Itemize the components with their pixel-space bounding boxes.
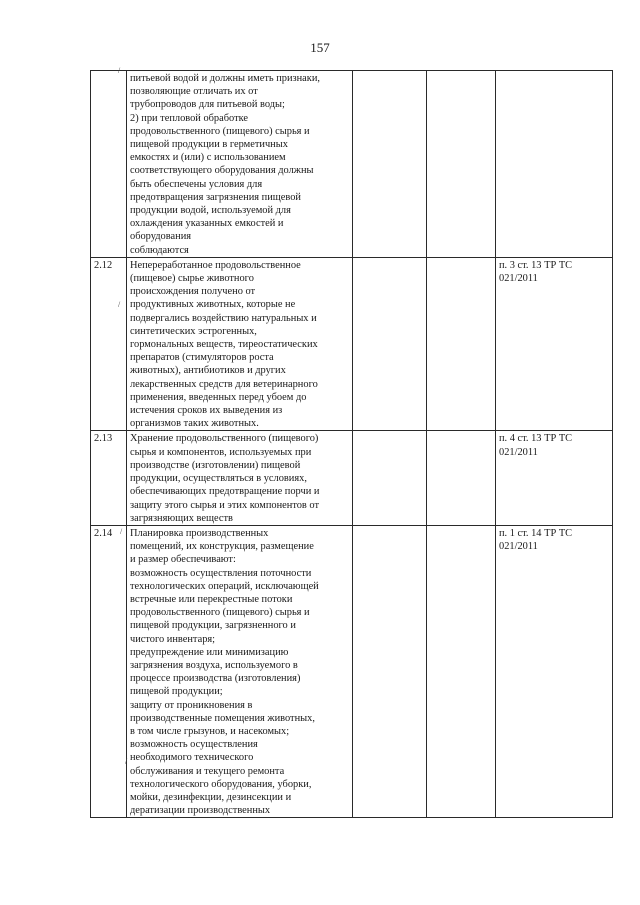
table-row xyxy=(91,431,613,525)
requirement-text-line: животных), антибиотиков и других xyxy=(130,365,286,377)
requirement-text-line: соответствующего оборудования должны xyxy=(130,165,314,177)
requirement-text-line: защиту этого сырья и этих компонентов от xyxy=(130,499,320,511)
regulation-reference-line: 021/2011 xyxy=(499,273,538,285)
requirement-text-line: продовольственного (пищевого) сырья и xyxy=(130,125,310,137)
requirement-text-cell xyxy=(127,525,353,817)
requirements-table xyxy=(90,70,613,818)
requirement-text-line: Непереработанное продовольственное xyxy=(130,259,301,271)
requirement-text-line: оборудования xyxy=(130,231,192,243)
requirement-text-line: обеспечивающих предотвращение порчи и xyxy=(130,486,320,498)
empty-cell xyxy=(353,525,427,817)
requirement-text-line: продуктивных животных, которые не xyxy=(130,299,296,311)
requirement-text-line: пищевой продукции в герметичных xyxy=(130,139,288,151)
empty-cell xyxy=(427,431,496,525)
requirement-text-line: возможность осуществления xyxy=(130,739,258,751)
requirement-text-line: встречные или перекрестные потоки xyxy=(130,593,293,605)
requirement-text-line: обслуживания и текущего ремонта xyxy=(130,765,285,777)
empty-cell xyxy=(427,525,496,817)
requirement-text-line: производстве (изготовлении) пищевой xyxy=(130,459,301,471)
table-row xyxy=(91,71,613,258)
requirement-text-line: препаратов (стимуляторов роста xyxy=(130,352,274,364)
requirement-text-line: пищевой продукции; xyxy=(130,686,223,698)
requirement-text-line: подвергались воздействию натуральных и xyxy=(130,312,317,324)
regulation-reference-line: п. 3 ст. 13 ТР ТС xyxy=(499,259,573,271)
requirement-text-line: соблюдаются xyxy=(130,244,189,256)
requirement-text-line: продукции водой, используемой для xyxy=(130,205,291,217)
regulation-reference-cell xyxy=(496,525,613,817)
scan-mark: / xyxy=(125,757,128,766)
requirement-text-line: происхождения получено от xyxy=(130,286,256,298)
requirement-text-line: и размер обеспечивают: xyxy=(130,554,236,566)
requirement-text-line: предупреждение или минимизацию xyxy=(130,646,289,658)
scan-mark: / xyxy=(120,527,123,536)
empty-cell xyxy=(427,71,496,258)
requirement-text-line: Хранение продовольственного (пищевого) xyxy=(130,433,319,445)
regulation-reference-line: п. 1 ст. 14 ТР ТС xyxy=(499,527,573,539)
requirement-text-line: загрязняющих веществ xyxy=(130,512,233,524)
requirement-text-line: 2) при тепловой обработке xyxy=(130,112,249,124)
requirement-text-line: в том числе грызунов, и насекомых; xyxy=(130,725,290,737)
table-row xyxy=(91,525,613,817)
scan-mark: / xyxy=(118,300,121,309)
empty-cell xyxy=(353,257,427,431)
table-row xyxy=(91,257,613,431)
requirement-text-cell xyxy=(127,71,353,258)
requirement-text-line: защиту от проникновения в xyxy=(130,699,253,711)
requirement-text-line: охлаждения указанных емкостей и xyxy=(130,218,284,230)
table-body xyxy=(91,71,613,818)
regulation-reference-cell xyxy=(496,431,613,525)
requirement-text-line: предотвращения загрязнения пищевой xyxy=(130,191,301,203)
requirement-text-line: синтетических эстрогенных, xyxy=(130,325,257,337)
page-number: 157 xyxy=(310,40,330,55)
requirement-text-line: питьевой водой и должны иметь признаки, xyxy=(130,73,321,84)
requirement-text-line: дератизации производственных xyxy=(130,805,271,817)
requirement-text-line: истечения сроков их выведения из xyxy=(130,405,283,417)
requirement-text-line: организмов таких животных. xyxy=(130,418,259,430)
requirement-text-line: гормональных веществ, тиреостатических xyxy=(130,339,318,351)
regulation-reference-line: 021/2011 xyxy=(499,541,538,553)
requirement-text-line: пищевой продукции, загрязненного и xyxy=(130,620,296,632)
requirement-text-line: трубопроводов для питьевой воды; xyxy=(130,99,285,111)
requirement-text-line: необходимого технического xyxy=(130,752,254,764)
requirement-text-line: продовольственного (пищевого) сырья и xyxy=(130,607,310,619)
requirement-text-line: (пищевое) сырье животного xyxy=(130,273,254,285)
requirement-text-line: емкостях и (или) с использованием xyxy=(130,152,286,164)
requirement-text-line: помещений, их конструкция, размещение xyxy=(130,541,314,553)
row-number-cell: 2.13 xyxy=(91,431,127,525)
empty-cell xyxy=(353,71,427,258)
requirement-text-line: применения, введенных перед убоем до xyxy=(130,391,307,403)
requirement-text-line: чистого инвентаря; xyxy=(130,633,216,645)
empty-cell xyxy=(427,257,496,431)
requirement-text-line: процессе производства (изготовления) xyxy=(130,673,301,685)
requirement-text-line: производственные помещения животных, xyxy=(130,712,315,724)
requirement-text-line: лекарственных средств для ветеринарного xyxy=(130,378,318,390)
regulation-reference-line: 021/2011 xyxy=(499,446,538,458)
row-number-cell: 2.12 xyxy=(91,257,127,431)
requirement-text-line: технологических операций, исключающей xyxy=(130,580,319,592)
requirement-text-line: сырья и компонентов, используемых при xyxy=(130,446,312,458)
empty-cell xyxy=(353,431,427,525)
requirement-text-cell xyxy=(127,257,353,431)
regulation-reference-line: п. 4 ст. 13 ТР ТС xyxy=(499,433,573,445)
requirement-text-line: загрязнения воздуха, используемого в xyxy=(130,659,298,671)
requirement-text-line: продукции, осуществляться в условиях, xyxy=(130,473,307,485)
regulation-reference-cell xyxy=(496,257,613,431)
scan-mark: / xyxy=(118,66,121,75)
requirement-text-cell xyxy=(127,431,353,525)
requirement-text-line: возможность осуществления поточности xyxy=(130,567,312,579)
requirement-text-line: позволяющие отличать их от xyxy=(130,86,258,98)
requirement-text-line: быть обеспечены условия для xyxy=(130,178,263,190)
regulation-reference-cell xyxy=(496,71,613,258)
requirement-text-line: Планировка производственных xyxy=(130,527,269,539)
requirement-text-line: мойки, дезинфекции, дезинсекции и xyxy=(130,791,292,803)
row-number-cell: 2.14 xyxy=(91,525,127,817)
row-number-cell xyxy=(91,71,127,258)
requirement-text-line: технологического оборудования, уборки, xyxy=(130,778,312,790)
